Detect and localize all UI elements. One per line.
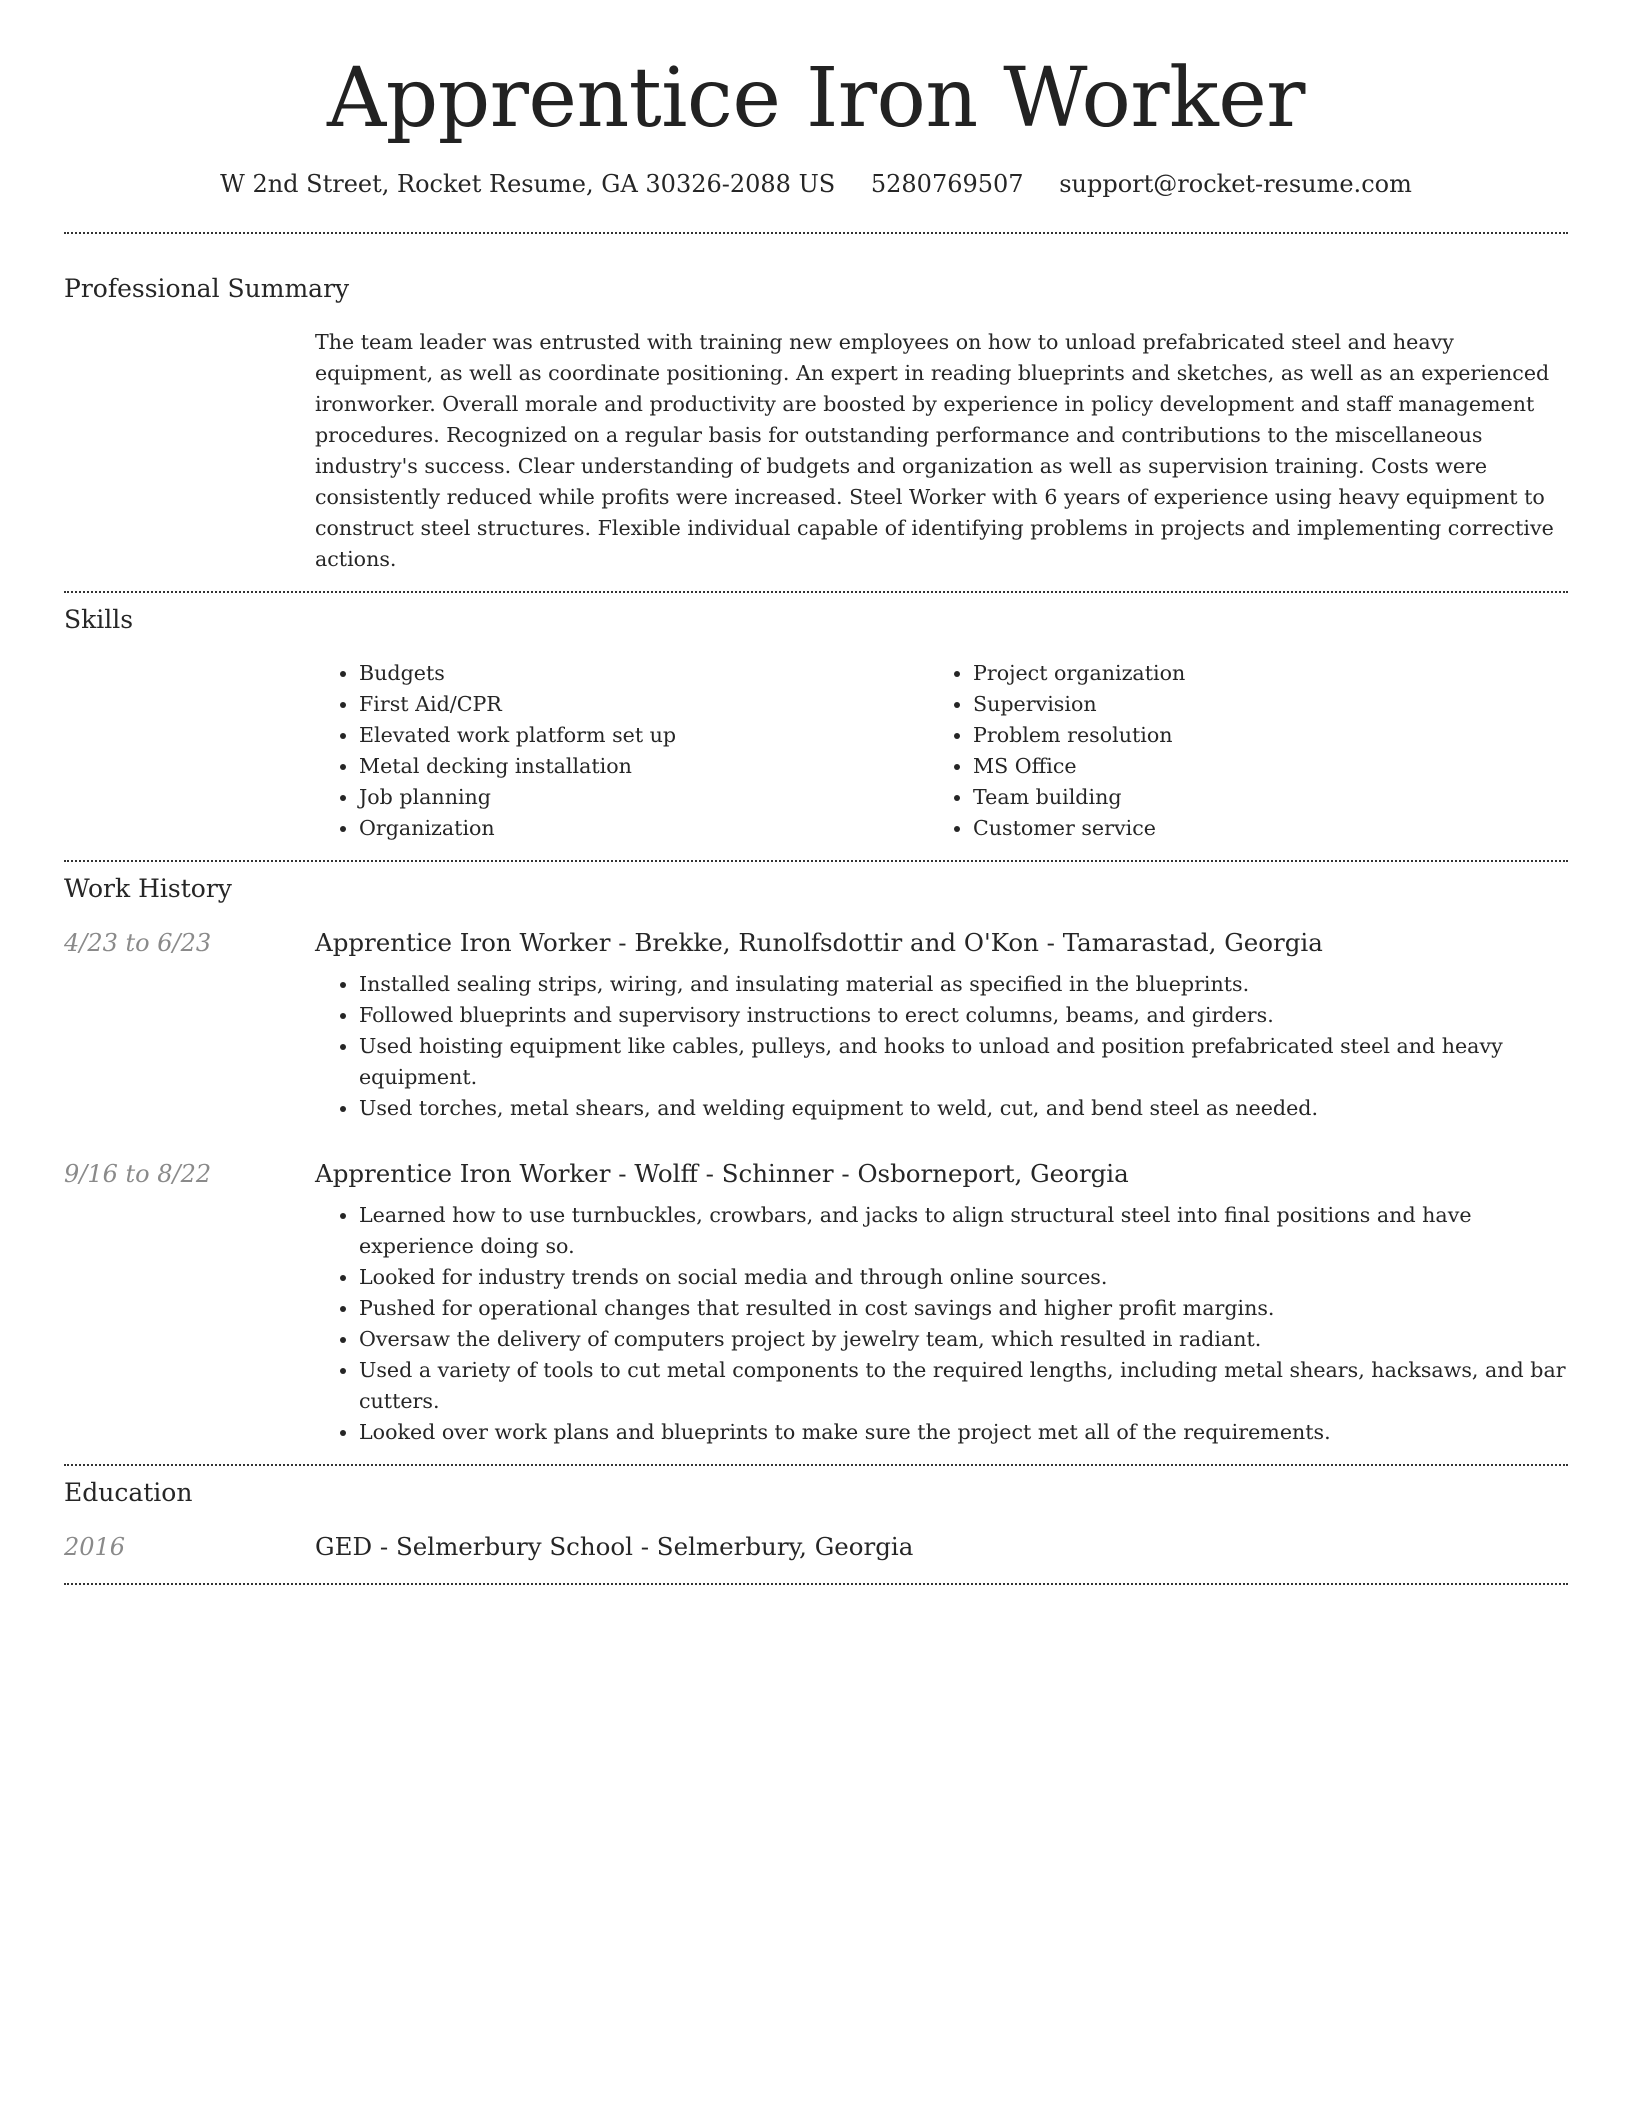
skill-item: • Supervision	[973, 689, 1185, 720]
job-bullet: • Looked over work plans and blueprints to make sure the project met all of the requirements.	[359, 1417, 1568, 1448]
job-bullet: • Used hoisting equipment like cables, pulleys, and hooks to unload and position prefabricated steel and heavy equipment.	[359, 1031, 1568, 1093]
address-text: W 2nd Street, Rocket Resume, GA 30326-2088 US	[220, 170, 836, 198]
job-body	[315, 927, 1568, 1124]
job-dates: 9/16 to 8/22	[64, 1160, 212, 1188]
divider	[64, 1583, 1568, 1585]
job-bullet: • Followed blueprints and supervisory instructions to erect columns, beams, and girders.	[359, 1000, 1568, 1031]
skills-column-2	[929, 658, 1185, 844]
divider	[64, 1464, 1568, 1466]
skill-item: • Budgets	[359, 658, 929, 689]
skill-item: • Organization	[359, 813, 929, 844]
summary-text: The team leader was entrusted with training new employees on how to unload prefabricated steel and heavy equipment, as well as coordinate positioning. An expert in reading blueprints and sketches, as well as an experienced ironworker. Overall morale and productivity are boosted by experience in policy development and staff management procedures. Recognized on a regular basis for outstanding performance and contributions to the miscellaneous industry's success. Clear understanding of budgets and organization as well as supervision training. Costs were consistently reduced while profits were increased. Steel Worker with 6 years of experience using heavy equipment to construct steel structures. Flexible individual capable of identifying problems in projects and implementing corrective actions.	[315, 330, 1554, 571]
skill-item: • Job planning	[359, 782, 929, 813]
job-bullets	[315, 969, 1568, 1124]
job-body	[315, 1158, 1568, 1448]
job-bullet: • Used torches, metal shears, and welding equipment to weld, cut, and bend steel as needed.	[359, 1093, 1568, 1124]
job-dates: 4/23 to 6/23	[64, 929, 212, 957]
job-entry	[64, 927, 1568, 1124]
job-bullet: • Used a variety of tools to cut metal components to the required lengths, including metal shears, hacksaws, and bar cutters.	[359, 1355, 1568, 1417]
skill-item: • Metal decking installation	[359, 751, 929, 782]
skills-column-1	[315, 658, 929, 844]
resume-page	[64, 0, 1568, 1585]
divider	[64, 591, 1568, 593]
skill-item: • Team building	[973, 782, 1185, 813]
job-bullet: • Learned how to use turnbuckles, crowbars, and jacks to align structural steel into final positions and have experience doing so.	[359, 1200, 1568, 1262]
skill-item: • Problem resolution	[973, 720, 1185, 751]
work-history-heading: Work History	[64, 874, 232, 903]
skill-item: • Project organization	[973, 658, 1185, 689]
skills-list	[315, 658, 1568, 844]
skill-item: • MS Office	[973, 751, 1185, 782]
job-entry	[64, 1158, 1568, 1448]
divider	[64, 232, 1568, 234]
contact-line	[64, 170, 1568, 198]
skill-item: • Customer service	[973, 813, 1185, 844]
phone-text: 5280769507	[870, 170, 1024, 198]
job-title: Apprentice Iron Worker - Brekke, Runolfsdottir and O'Kon - Tamarastad, Georgia	[315, 928, 1323, 957]
divider	[64, 860, 1568, 862]
skills-heading: Skills	[64, 605, 134, 634]
education-heading: Education	[64, 1478, 193, 1507]
skill-item: • Elevated work platform set up	[359, 720, 929, 751]
job-bullet: • Oversaw the delivery of computers project by jewelry team, which resulted in radiant.	[359, 1324, 1568, 1355]
education-entry	[64, 1531, 1568, 1563]
email-text: support@rocket-resume.com	[1059, 170, 1412, 198]
job-bullets	[315, 1200, 1568, 1448]
job-bullet: • Installed sealing strips, wiring, and insulating material as specified in the blueprints.	[359, 969, 1568, 1000]
resume-name: Apprentice Iron Worker	[327, 51, 1305, 146]
education-year: 2016	[64, 1533, 126, 1561]
education-body	[315, 1531, 1568, 1563]
job-bullet: • Pushed for operational changes that resulted in cost savings and higher profit margins.	[359, 1293, 1568, 1324]
education-title: GED - Selmerbury School - Selmerbury, Georgia	[315, 1532, 914, 1561]
summary-heading: Professional Summary	[64, 274, 350, 303]
skill-item: • First Aid/CPR	[359, 689, 929, 720]
job-bullet: • Looked for industry trends on social media and through online sources.	[359, 1262, 1568, 1293]
job-title: Apprentice Iron Worker - Wolff - Schinner - Osborneport, Georgia	[315, 1159, 1129, 1188]
